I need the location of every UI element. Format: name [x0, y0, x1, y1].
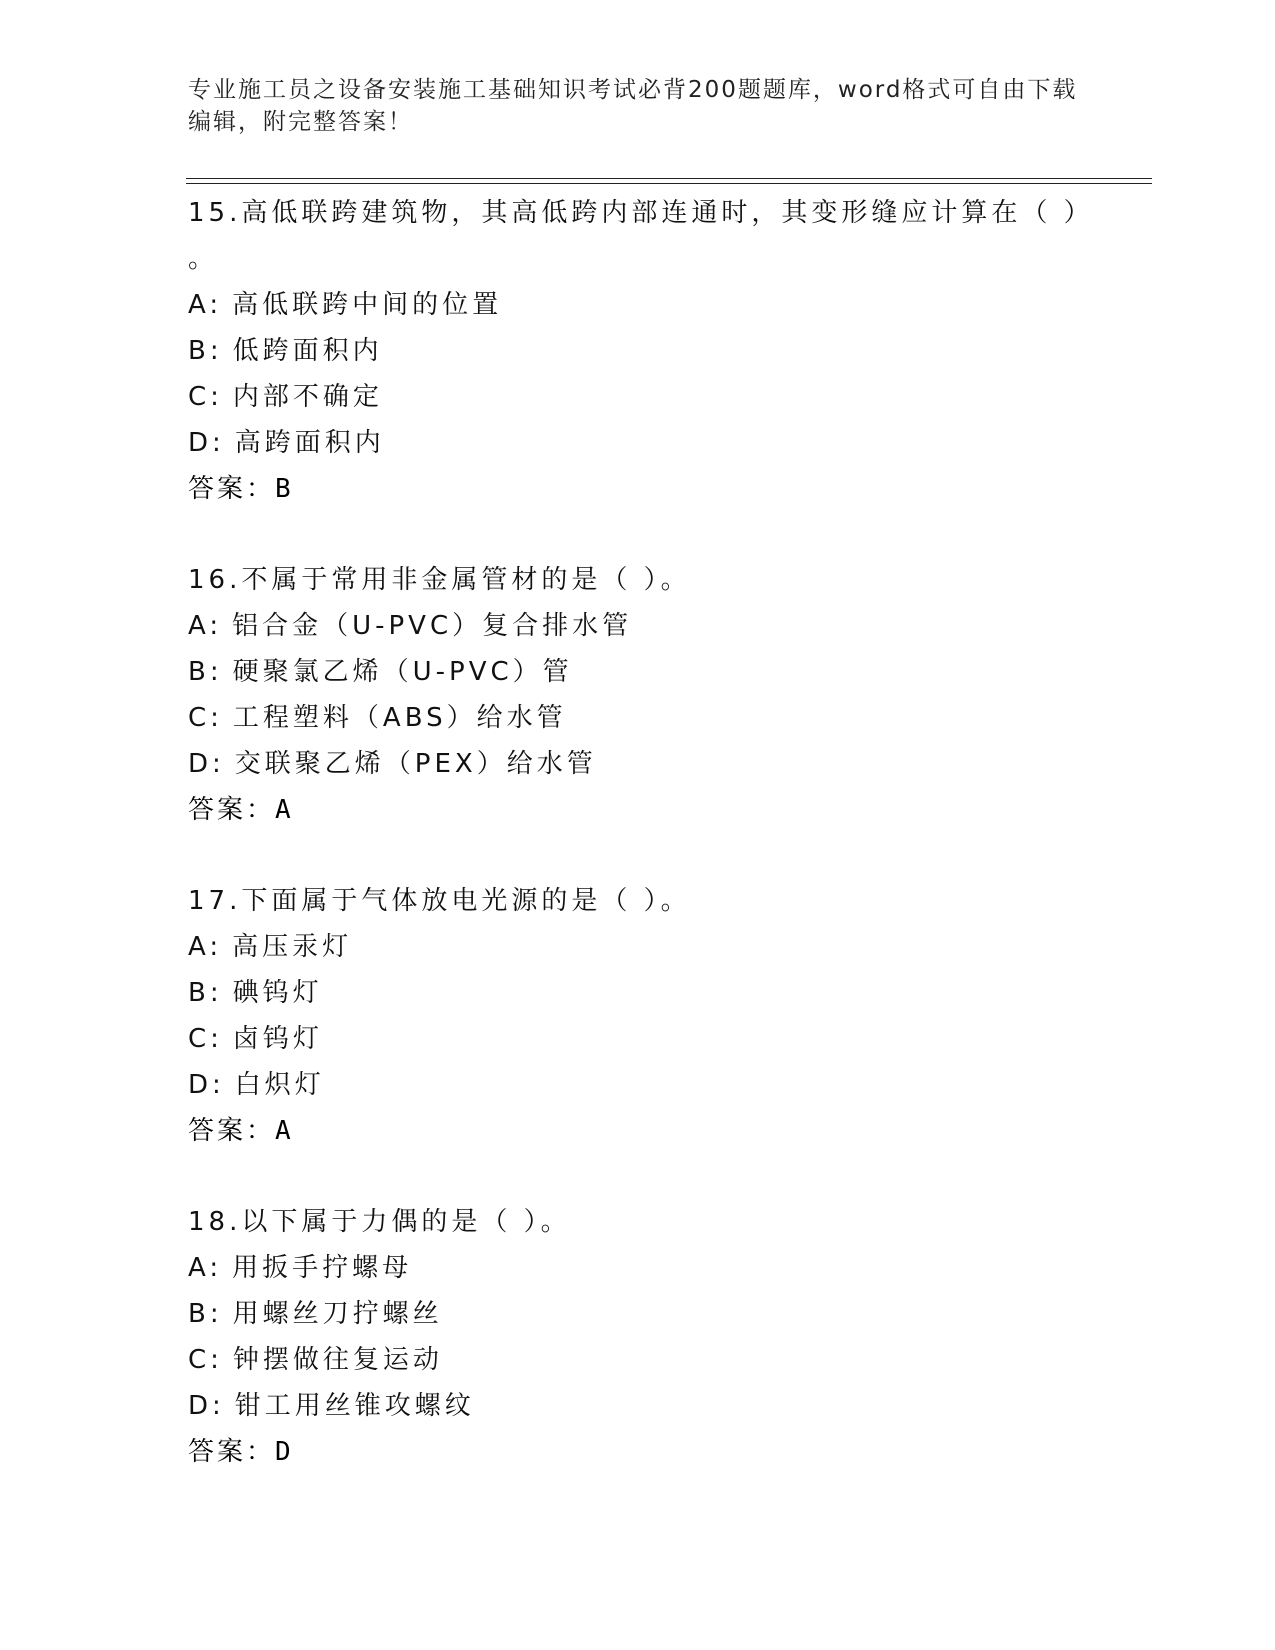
question-17 — [188, 878, 1148, 1154]
question-stem: 15.高低联跨建筑物，其高低跨内部连通时，其变形缝应计算在（ ） — [188, 198, 1094, 228]
option-text: 碘钨灯 — [232, 978, 323, 1008]
header-divider-bottom — [186, 183, 1152, 184]
option-text: 钟摆做往复运动 — [232, 1345, 443, 1375]
option-d — [188, 1062, 1148, 1108]
option-text: 内部不确定 — [232, 382, 383, 412]
option-letter: A: — [188, 1253, 223, 1283]
option-letter: A: — [188, 611, 223, 641]
option-b — [188, 970, 1148, 1016]
option-text: 高跨面积内 — [234, 428, 385, 458]
answer-label: 答案： — [188, 795, 276, 825]
option-letter: A: — [188, 290, 223, 320]
option-b — [188, 328, 1148, 374]
option-letter: C: — [188, 1345, 223, 1375]
option-letter: B: — [188, 336, 223, 366]
option-text: 高压汞灯 — [232, 932, 353, 962]
option-c — [188, 1337, 1148, 1383]
header-title-line-1: 专业施工员之设备安装施工基础知识考试必背200题题库，word格式可自由下载 — [188, 77, 1078, 103]
option-text: 铝合金（U-PVC）复合排水管 — [232, 611, 633, 641]
option-text: 交联聚乙烯（PEX）给水管 — [234, 749, 597, 779]
option-letter: D: — [188, 1391, 225, 1421]
option-text: 低跨面积内 — [232, 336, 383, 366]
question-15 — [188, 190, 1148, 512]
question-stem: 16.不属于常用非金属管材的是（ ）。 — [188, 565, 691, 595]
question-18 — [188, 1199, 1148, 1475]
option-a — [188, 1245, 1148, 1291]
option-letter: B: — [188, 978, 223, 1008]
answer-label: 答案： — [188, 1437, 276, 1467]
option-letter: B: — [188, 1299, 223, 1329]
question-stem: 18.以下属于力偶的是（ ）。 — [188, 1207, 571, 1237]
option-letter: A: — [188, 932, 223, 962]
option-text: 钳工用丝锥攻螺纹 — [234, 1391, 475, 1421]
question-stem-continuation: 。 — [188, 244, 219, 274]
option-a — [188, 603, 1148, 649]
option-letter: B: — [188, 657, 223, 687]
option-letter: D: — [188, 1070, 225, 1100]
option-letter: D: — [188, 428, 225, 458]
header-divider-top — [186, 178, 1152, 179]
option-letter: C: — [188, 1024, 223, 1054]
option-c — [188, 1016, 1148, 1062]
option-text: 用扳手拧螺母 — [232, 1253, 413, 1283]
option-letter: D: — [188, 749, 225, 779]
answer-value: B — [275, 474, 294, 504]
answer-value: D — [275, 1437, 294, 1467]
question-list — [188, 190, 1148, 1520]
header-title-line-2: 编辑，附完整答案！ — [188, 109, 413, 135]
option-text: 白炽灯 — [234, 1070, 325, 1100]
answer-value: A — [275, 795, 294, 825]
option-b — [188, 649, 1148, 695]
option-text: 卤钨灯 — [232, 1024, 323, 1054]
option-text: 硬聚氯乙烯（U-PVC）管 — [232, 657, 573, 687]
option-d — [188, 420, 1148, 466]
answer-label: 答案： — [188, 474, 276, 504]
answer-value: A — [275, 1116, 294, 1146]
answer-line — [188, 787, 1148, 833]
answer-line — [188, 1429, 1148, 1475]
option-c — [188, 695, 1148, 741]
answer-label: 答案： — [188, 1116, 276, 1146]
option-b — [188, 1291, 1148, 1337]
option-d — [188, 1383, 1148, 1429]
option-letter: C: — [188, 703, 223, 733]
option-c — [188, 374, 1148, 420]
option-letter: C: — [188, 382, 223, 412]
document-header — [188, 74, 1088, 138]
option-a — [188, 282, 1148, 328]
question-16 — [188, 557, 1148, 833]
question-stem: 17.下面属于气体放电光源的是（ ）。 — [188, 886, 691, 916]
option-a — [188, 924, 1148, 970]
option-text: 高低联跨中间的位置 — [232, 290, 503, 320]
option-text: 工程塑料（ABS）给水管 — [232, 703, 567, 733]
option-d — [188, 741, 1148, 787]
answer-line — [188, 1108, 1148, 1154]
answer-line — [188, 466, 1148, 512]
option-text: 用螺丝刀拧螺丝 — [232, 1299, 443, 1329]
